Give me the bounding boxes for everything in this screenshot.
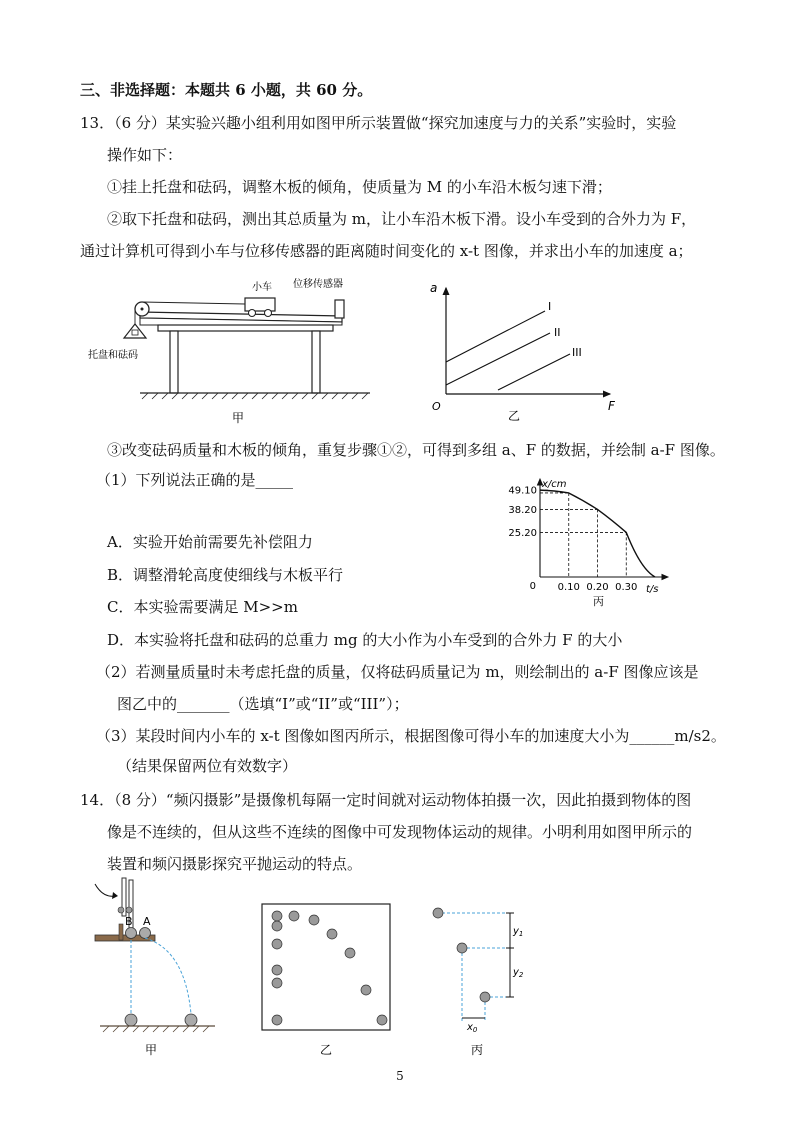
- q13-step3: ③改变砝码质量和木板的倾角，重复步骤①②，可得到多组 a、F 的数据，并绘制 a-F 图像。: [107, 441, 725, 459]
- xt-origin: 0: [529, 581, 536, 592]
- origin-label: O: [432, 400, 441, 413]
- label-III: III: [572, 346, 582, 359]
- ball-a: [140, 928, 151, 939]
- cart-label: 小车: [252, 282, 272, 293]
- line-III: [498, 354, 570, 390]
- q14-caption-bing: 丙: [471, 1043, 484, 1057]
- figure-caption-bing: 丙: [593, 595, 604, 608]
- q13-step2b: 通过计算机可得到小车与位移传感器的距离随时间变化的 x-t 图像，并求出小车的加速度 a；: [80, 242, 693, 260]
- f-axis-label: F: [608, 399, 615, 413]
- xt-guide-lines: [540, 490, 626, 577]
- dimension-lines: [462, 913, 514, 1018]
- q14-stem-line2: 像是不连续的，但从这些不连续的图像中可发现物体运动的规律。小明利用如图甲所示的: [107, 823, 693, 841]
- xt-ytick-label: 38.20: [508, 504, 537, 516]
- xt-curve: [540, 490, 655, 577]
- sensor-icon: [335, 300, 344, 318]
- xt-xtick-label: 0.30: [615, 582, 638, 593]
- label-II: II: [554, 326, 561, 339]
- q13-aF-graph: [420, 278, 630, 423]
- q13-option-b: B．调整滑轮高度使细线与木板平行: [107, 566, 344, 584]
- figure-caption-yi: 乙: [508, 409, 521, 423]
- figure-caption-jia: 甲: [232, 411, 245, 425]
- ground-hatch: [142, 393, 368, 399]
- page-number: 5: [396, 1069, 404, 1083]
- xt-xtick-label: 0.20: [586, 582, 609, 593]
- detail-ball-1: [433, 908, 443, 918]
- label-y2: $y_2$: [513, 967, 524, 979]
- q13-sub2b: 图乙中的_______（选填“I”或“II”或“III”）；: [117, 695, 409, 713]
- q13-stem-line2: 操作如下：: [107, 146, 183, 164]
- label-I: I: [548, 300, 552, 313]
- xt-ytick-label: 25.20: [508, 527, 537, 539]
- ball-b: [126, 928, 137, 939]
- q14-stem-line1: 14．（8 分）“频闪摄影”是摄像机每隔一定时间就对运动物体拍摄一次，因此拍摄到物体的图: [80, 791, 692, 809]
- cart-icon: [245, 298, 275, 311]
- strike-arrow-icon: [95, 884, 115, 896]
- line-II: [446, 333, 550, 385]
- tray-label: 托盘和砝码: [88, 350, 138, 361]
- xt-y-label: x/cm: [542, 479, 567, 490]
- q13-xt-chart: [500, 475, 700, 615]
- q13-sub3b: （结果保留两位有效数字）: [117, 757, 298, 775]
- xt-xtick-label: 0.10: [557, 582, 580, 593]
- q13-sub3a: （3）某段时间内小车的 x-t 图像如图丙所示，根据图像可得小车的加速度大小为______m/s2。: [96, 727, 726, 745]
- xt-ytick-label: 49.10: [508, 485, 537, 497]
- label-a: A: [143, 915, 151, 928]
- q13-stem-line1: 13．（6 分）某实验兴趣小组利用如图甲所示装置做“探究加速度与力的关系”实验时，实验: [80, 114, 677, 132]
- q14-trajectory-detail: [425, 902, 540, 1062]
- q14-strobe-photo: [262, 904, 397, 1064]
- ball-landed-b: [125, 1014, 137, 1026]
- q13-step2a: ②取下托盘和砝码，测出其总质量为 m，让小车沿木板下滑。设小车受到的合外力为 F，: [107, 210, 697, 228]
- string-line: [142, 302, 245, 304]
- table-leg-left: [170, 331, 178, 393]
- q13-apparatus-figure: [88, 272, 400, 432]
- ball-landed-a: [185, 1014, 197, 1026]
- q13-step1: ①挂上托盘和砝码，调整木板的倾角，使质量为 M 的小车沿木板匀速下滑；: [107, 178, 612, 196]
- table-leg-right: [312, 331, 320, 393]
- detail-ball-3: [480, 992, 490, 1002]
- q13-option-a: A．实验开始前需要先补偿阻力: [107, 533, 313, 551]
- sensor-label: 位移传感器: [293, 279, 343, 290]
- table-top: [158, 325, 333, 331]
- a-axis-label: a: [430, 281, 438, 295]
- xt-x-label: t/s: [646, 584, 659, 595]
- q13-option-d: D．本实验将托盘和砝码的总重力 mg 的大小作为小车受到的合外力 F 的大小: [107, 631, 623, 649]
- q13-sub1: （1）下列说法正确的是_____: [96, 471, 294, 489]
- q13-option-c: C．本实验需要满足 M>>m: [107, 598, 298, 616]
- q14-caption-yi: 乙: [320, 1043, 333, 1057]
- section-title: 三、非选择题：本题共 6 小题，共 60 分。: [80, 81, 373, 99]
- label-y1: $y_1$: [513, 926, 524, 938]
- label-b: B: [125, 915, 133, 928]
- q14-caption-jia: 甲: [145, 1043, 158, 1057]
- projectile-path: [145, 938, 191, 1014]
- line-I: [446, 311, 545, 362]
- q14-stem-line3: 装置和频闪摄影探究平抛运动的特点。: [107, 855, 363, 873]
- q13-sub2a: （2）若测量质量时未考虑托盘的质量，仅将砝码质量记为 m，则绘制出的 a-F 图像应该是: [96, 663, 699, 681]
- guide-dashes: [442, 913, 513, 1022]
- detail-ball-2: [457, 943, 467, 953]
- label-x0: $x_0$: [467, 1022, 478, 1034]
- q14-apparatus-figure: [85, 872, 235, 1062]
